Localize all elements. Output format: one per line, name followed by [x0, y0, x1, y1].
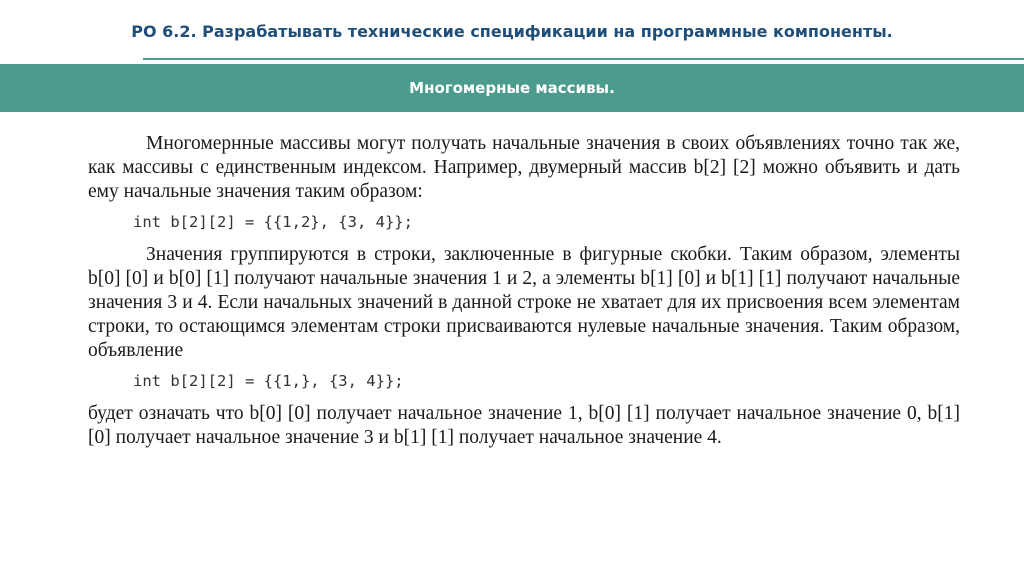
section-title: Многомерные массивы. — [409, 79, 615, 97]
section-banner — [0, 64, 1024, 112]
page-title: РО 6.2. Разрабатывать технические спецификации на программные компоненты. — [131, 22, 893, 41]
paragraph-conclusion: будет означать что b[0] [0] получает начальное значение 1, b[0] [1] получает начальное значение 0, b[1] [0] получает начальное значение 3 и b[1] [1] получает начальное значение 4. — [88, 403, 960, 449]
code-example-1: int b[2][2] = {{1,2}, {3, 4}}; — [133, 213, 413, 232]
header-divider — [143, 58, 1024, 60]
paragraph-explanation: Значения группируются в строки, заключенные в фигурные скобки. Таким образом, элементы b[0] [0] и b[0] [1] получают начальные значения 1 и 2, а элементы b[1] [0] и b[1] [1] получают начальные значения 3 и 4. Если начальных значений в данной строке не хватает для их присвоения всем элементам строки, то остающимся элементам строки присваиваются нулевые начальные значения. Таким образом, объявление — [88, 244, 960, 361]
code-example-2: int b[2][2] = {{1,}, {3, 4}}; — [133, 372, 404, 391]
content-body — [88, 124, 960, 450]
paragraph-intro: Многомернные массивы могут получать начальные значения в своих объявлениях точно так же, как массивы с единственным индексом. Например, двумерный массив b[2] [2] можно объявить и дать ему начальные значения таким образом: — [88, 133, 960, 202]
